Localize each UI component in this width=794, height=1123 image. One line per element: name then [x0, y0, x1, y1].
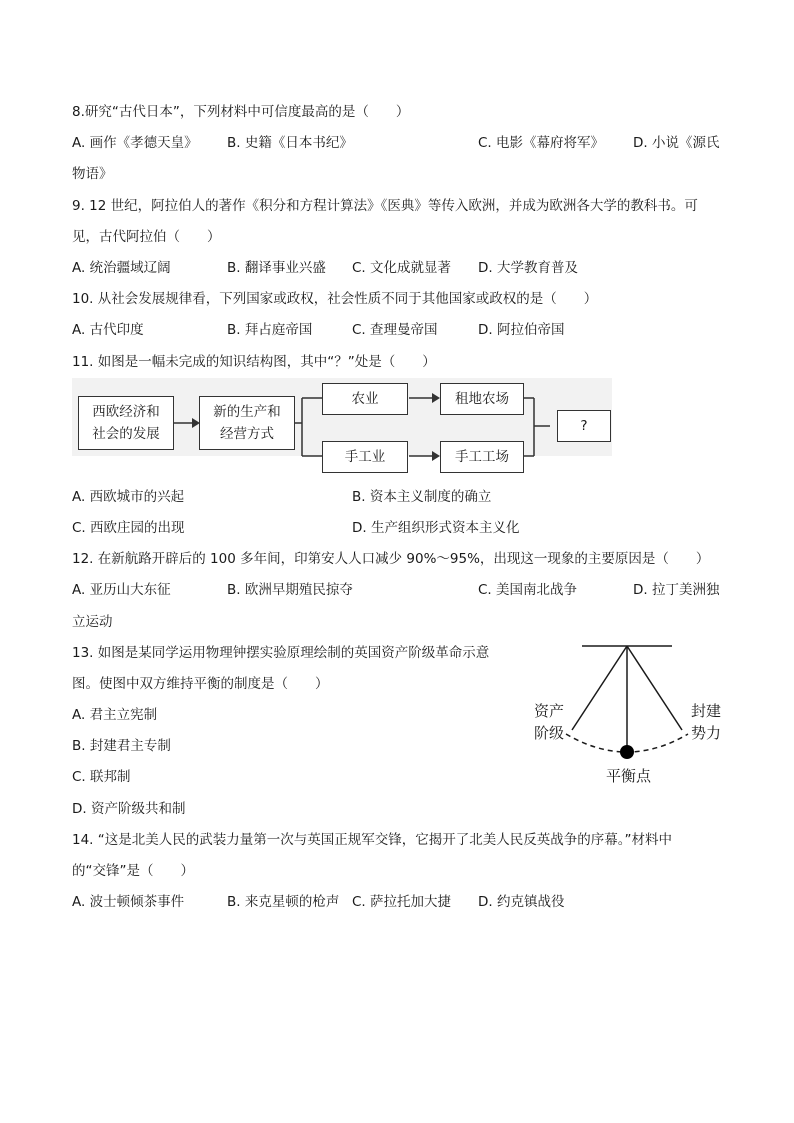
q11-option-b: B. 资本主义制度的确立	[352, 489, 492, 505]
q12-option-b: B. 欧洲早期殖民掠夺	[227, 582, 353, 598]
q12-stem: 12. 在新航路开辟后的 100 多年间，印第安人人口减少 90%～95%，出现这一现象的主要原因是（ ）	[72, 551, 710, 567]
q8-option-d: D. 小说《源氏	[633, 135, 720, 151]
q8-stem: 8.研究“古代日本”，下列材料中可信度最高的是（ ）	[72, 104, 410, 120]
q8-option-b: B. 史籍《日本书纪》	[227, 135, 353, 151]
q8-option-d-wrap: 物语》	[72, 166, 113, 182]
q10-option-a: A. 古代印度	[72, 322, 144, 338]
q13-option-c: C. 联邦制	[72, 769, 131, 785]
q9-option-c: C. 文化成就显著	[352, 260, 452, 276]
diagram-box-leased-farm: 租地农场	[440, 383, 524, 415]
diagram-box-unknown: ?	[557, 410, 611, 442]
q13-option-b: B. 封建君主专制	[72, 738, 171, 754]
q13-stem: 13. 如图是某同学运用物理钟摆实验原理绘制的英国资产阶级革命示意	[72, 645, 490, 661]
q11-option-a: A. 西欧城市的兴起	[72, 489, 185, 505]
diagram-box-root: 西欧经济和 社会的发展	[78, 396, 174, 450]
q9-option-b: B. 翻译事业兴盛	[227, 260, 326, 276]
q10-stem: 10. 从社会发展规律看，下列国家或政权，社会性质不同于其他国家或政权的是（ ）	[72, 291, 598, 307]
q12-option-a: A. 亚历山大东征	[72, 582, 171, 598]
q10-option-b: B. 拜占庭帝国	[227, 322, 313, 338]
q13-option-d: D. 资产阶级共和制	[72, 801, 186, 817]
q9-option-a: A. 统治疆域辽阔	[72, 260, 171, 276]
q9-option-d: D. 大学教育普及	[478, 260, 578, 276]
q13-stem-line2: 图。使图中双方维持平衡的制度是（ ）	[72, 676, 329, 692]
q14-stem: 14. “这是北美人民的武装力量第一次与英国正规军交锋，它揭开了北美人民反英战争的序幕。”材料中	[72, 832, 672, 848]
q14-option-d: D. 约克镇战役	[478, 894, 565, 910]
q12-option-d-wrap: 立运动	[72, 614, 113, 630]
diagram-box-workshop: 手工工场	[440, 441, 524, 473]
q11-stem: 11. 如图是一幅未完成的知识结构图，其中“？”处是（ ）	[72, 354, 436, 370]
q14-option-c: C. 萨拉托加大捷	[352, 894, 452, 910]
q8-option-c: C. 电影《幕府将军》	[478, 135, 605, 151]
q9-stem: 9. 12 世纪，阿拉伯人的著作《积分和方程计算法》《医典》等传入欧洲，并成为欧洲各大学的教科书。可	[72, 198, 698, 214]
q14-stem-line2: 的“交锋”是（ ）	[72, 863, 194, 879]
q12-option-c: C. 美国南北战争	[478, 582, 578, 598]
q9-stem-line2: 见，古代阿拉伯（ ）	[72, 229, 221, 245]
diagram-box-agriculture: 农业	[322, 383, 408, 415]
q8-option-a: A. 画作《孝德天皇》	[72, 135, 198, 151]
diagram-box-mid: 新的生产和 经营方式	[199, 396, 295, 450]
q12-option-d: D. 拉丁美洲独	[633, 582, 720, 598]
pendulum-label-bourgeoisie: 资产 阶级	[534, 702, 565, 742]
q14-option-b: B. 来克星顿的枪声	[227, 894, 340, 910]
q13-option-a: A. 君主立宪制	[72, 707, 158, 723]
q11-option-d: D. 生产组织形式资本主义化	[352, 520, 520, 536]
pendulum-label-feudal: 封建 势力	[691, 702, 722, 742]
q10-option-c: C. 查理曼帝国	[352, 322, 438, 338]
q10-option-d: D. 阿拉伯帝国	[478, 322, 565, 338]
q14-option-a: A. 波士顿倾茶事件	[72, 894, 185, 910]
pendulum-label-balance-point: 平衡点	[606, 767, 652, 785]
diagram-box-handicraft: 手工业	[322, 441, 408, 473]
q11-option-c: C. 西欧庄园的出现	[72, 520, 185, 536]
